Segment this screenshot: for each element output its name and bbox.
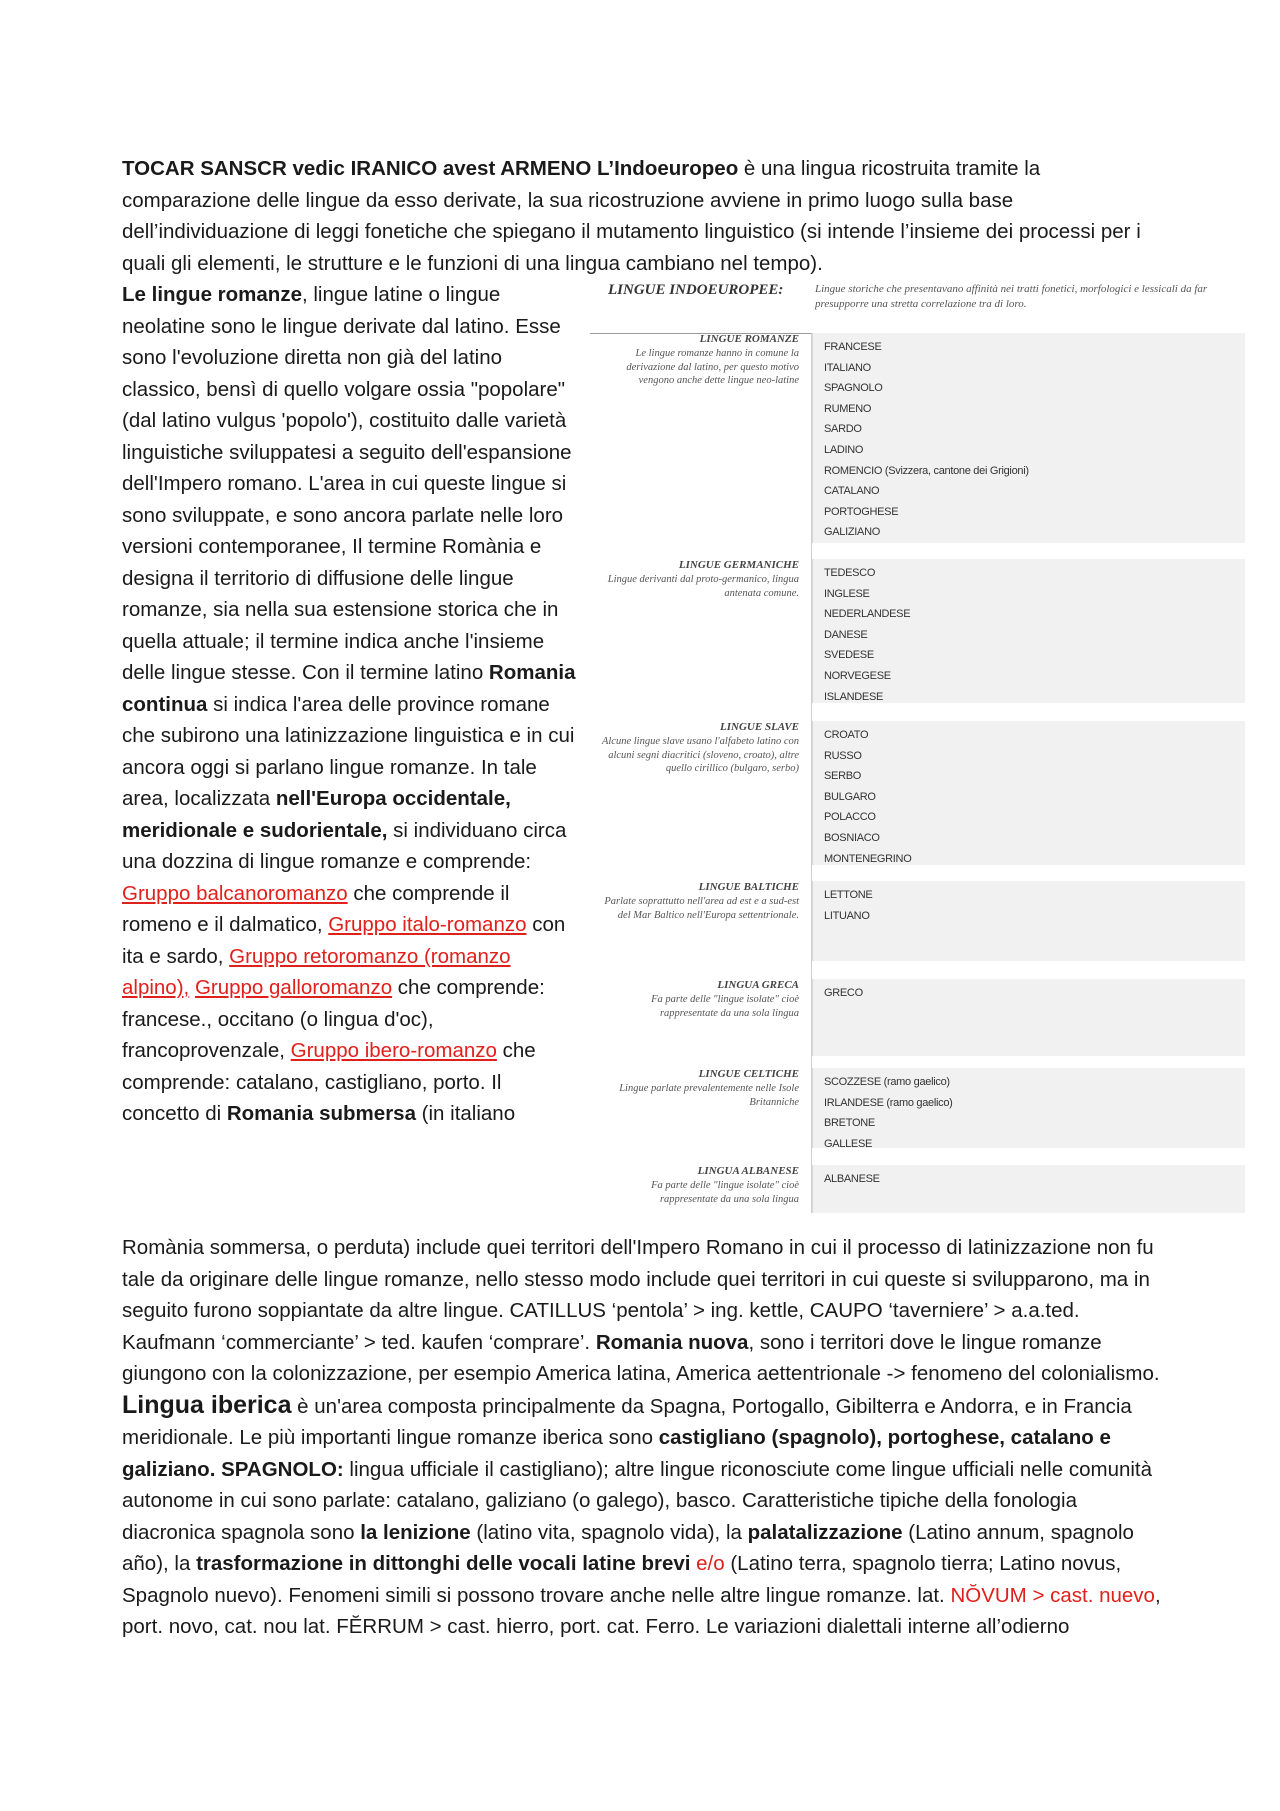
novum-example: NŎVUM > cast. nuevo: [950, 1583, 1155, 1607]
vowel-highlight: e/o: [690, 1552, 725, 1575]
language-item: SVEDESE: [824, 649, 874, 662]
table-title: LINGUE INDOEUROPEE:: [608, 282, 784, 298]
paragraph-text: con ita e sardo,: [122, 913, 566, 968]
paragraph-text: , sono i territori dove le lingue romanze giungono con la colonizzazione, per esempio America latina, America aettentrionale -> fenomeno del colonialismo.: [122, 1330, 1160, 1385]
paragraph-text: (Latino terra, spagnolo tierra; Latino novus, Spagnolo nuevo). Fenomeni simili si possono trovare anche nelle altre lingue romanze. lat.: [122, 1552, 1122, 1607]
intro-bold-lead: TOCAR SANSCR vedic IRANICO avest ARMENO L’Indoeuropeo: [122, 157, 739, 180]
language-item: TEDESCO: [824, 567, 876, 579]
group-description: Lingue parlate prevalentemente nelle Isole Britanniche: [619, 1083, 799, 1108]
language-item: FRANCESE: [824, 341, 882, 353]
palatalizzazione-term: palatalizzazione: [747, 1520, 903, 1544]
paragraph-text: è un'area composta principalmente da Spagna, Portogallo, Gibilterra e Andorra, e in Francia meridionale. Le più importanti lingue romanze iberica sono: [122, 1394, 1132, 1449]
romania-submersa-term: Romania submersa: [226, 1102, 416, 1125]
language-item: BULGARO: [824, 790, 876, 803]
language-item: LETTONE: [824, 889, 873, 901]
indo-european-languages-table: [590, 279, 1245, 1214]
group-description: Parlate soprattutto nell'area ad est e a sud-est del Mar Baltico nell'Europa settentrionale.: [604, 896, 799, 921]
paragraph-text: , port. novo, cat. nou lat. FĔRRUM > cast. hierro, port. cat. Ferro. Le variazioni dialettali interne all’odierno: [122, 1583, 1161, 1638]
bottom-paragraph: [122, 1232, 1172, 1643]
europe-region-term: nell'Europa occidentale, meridionale e sudorientale,: [122, 787, 511, 842]
group-name: LINGUE CELTICHE: [698, 1068, 799, 1080]
link-retoromanzo[interactable]: Gruppo retoromanzo (romanzo alpino),: [122, 944, 511, 999]
romania-continua-term: Romania continua: [122, 661, 576, 716]
language-item: GALLESE: [824, 1137, 873, 1150]
link-galloromanzo[interactable]: Gruppo galloromanzo: [194, 976, 393, 999]
group-description: Fa parte delle "lingue isolate" cioè rappresentate da una sola lingua: [651, 1180, 799, 1205]
language-item: ROMENCIO (Svizzera, cantone dei Grigioni): [824, 464, 1029, 477]
paragraph-text: (in italiano: [415, 1102, 516, 1125]
language-item: NEDERLANDESE: [824, 608, 911, 621]
language-item: GRECO: [824, 987, 863, 999]
language-item: ITALIANO: [824, 361, 871, 374]
language-item: BRETONE: [824, 1117, 875, 1130]
group-description: Fa parte delle "lingue isolate" cioè rappresentate da una sola lingua: [651, 994, 799, 1019]
language-item: POLACCO: [824, 811, 876, 824]
dittonghi-term: trasformazione in dittonghi delle vocali latine brevi: [196, 1552, 691, 1575]
table-description: Lingue storiche che presentavano affinità nei tratti fonetici, morfologici e lessicali da far presupporre una stretta correlazione tra di loro.: [815, 283, 1208, 310]
group-name: LINGUE SLAVE: [720, 721, 799, 733]
group-name: LINGUE GERMANICHE: [678, 559, 799, 571]
language-item: RUSSO: [824, 749, 862, 762]
paragraph-text: che comprende il romeno e il dalmatico,: [122, 881, 510, 936]
language-item: CROATO: [824, 729, 869, 741]
group-description: Le lingue romanze hanno in comune la derivazione dal latino, per questo motivo vengono anche dette lingue neo-latine: [626, 348, 799, 386]
paragraph-text: (Latino annum, spagnolo año), la: [122, 1520, 1134, 1575]
language-item: MONTENEGRINO: [824, 852, 912, 865]
romance-languages-paragraph: [122, 279, 582, 1130]
language-item: SARDO: [824, 423, 862, 436]
paragraph-text: (latino vita, spagnolo vida), la: [470, 1520, 748, 1544]
paragraph-text: che comprende: francese., occitano (o lingua d'oc), francoprovenzale,: [122, 976, 545, 1062]
language-item: BOSNIACO: [824, 831, 880, 844]
lingua-iberica-heading: Lingua iberica: [122, 1390, 292, 1419]
group-language-list: [812, 1165, 1245, 1213]
paragraph-text: lingua ufficiale il castigliano); altre lingue riconosciute come lingue ufficiali nelle comunità autonome in cui sono parlate: catalano, galiziano (o galego), basco. Caratteristiche tipiche della fonologia diacronica spagnola sono: [122, 1457, 1153, 1544]
language-item: ALBANESE: [824, 1173, 880, 1185]
iberian-languages-term: castigliano (spagnolo), portoghese, catalano e galiziano. SPAGNOLO:: [122, 1426, 1111, 1481]
paragraph-text: che comprende: catalano, castigliano, porto. Il concetto di: [122, 1039, 536, 1125]
paragraph-text: Romània sommersa, o perduta) include quei territori dell'Impero Romano in cui il processo di latinizzazione non fu tale da originare delle lingue romanze, nello stesso modo include quei territori in cui queste si svilupparono, ma in seguito furono soppiantate da altre lingue. CATILLUS ‘pentola’ > ing. kettle, CAUPO ‘taverniere’ > a.a.ted. Kaufmann ‘commerciante’ > ted. kaufen ‘comprare’.: [122, 1236, 1154, 1354]
group-language-list: [812, 881, 1245, 961]
language-item: IRLANDESE (ramo gaelico): [824, 1096, 953, 1109]
paragraph-text: si indica l'area delle province romane che subirono una latinizzazione linguistica e in cui ancora oggi si parlano lingue romanze. In tale area, localizzata: [122, 692, 575, 810]
language-item: SERBO: [824, 770, 862, 783]
group-description: Alcune lingue slave usano l'alfabeto latino con alcuni segni diacritici (sloveno, croato), altre quello cirillico (bulgaro, serbo): [601, 736, 799, 774]
language-item: DANESE: [824, 628, 868, 641]
group-name: LINGUE ROMANZE: [699, 333, 799, 345]
language-item: NORVEGESE: [824, 669, 891, 682]
paragraph-text: , lingue latine o lingue neolatine sono le lingue derivate dal latino. Esse sono l'evoluzione diretta non già del latino classico, bensì di quello volgare ossia "popolare" (dal latino vulgus 'popolo'), costituito dalle varietà linguistiche sviluppatesi a seguito dell'espansione dell'Impero romano. L'area in cui queste lingue si sono sviluppate, e sono ancora parlate nelle loro versioni contemporanee, Il termine Romània e designa il territorio di diffusione delle lingue romanze, sia nella sua estensione storica che in quella attuale; il termine indica anche l'insieme delle lingue stesse. Con il termine latino: [122, 283, 572, 684]
language-item: LADINO: [824, 443, 864, 456]
link-balcanoromanzo[interactable]: Gruppo balcanoromanzo: [122, 881, 348, 905]
romance-heading: Le lingue romanze: [122, 283, 302, 306]
language-item: SPAGNOLO: [824, 382, 883, 395]
language-item: LITUANO: [824, 909, 870, 922]
language-item: RUMENO: [824, 402, 872, 415]
romania-nuova-term: Romania nuova: [595, 1330, 749, 1354]
link-italo-romanzo[interactable]: Gruppo italo-romanzo: [328, 913, 527, 936]
intro-text: è una lingua ricostruita tramite la comparazione delle lingue da esso derivate, la sua ricostruzione avviene in primo luogo sulla base dell’individuazione di leggi fonetiche che spiegano il mutamento linguistico (si intende l’insieme dei processi per i quali gli elementi, le strutture e le funzioni di una lingua cambiano nel tempo).: [122, 157, 1141, 275]
language-item: CATALANO: [824, 485, 880, 498]
paragraph-text: si individuano circa una dozzina di lingue romanze e comprende:: [122, 818, 567, 873]
group-language-list: [812, 333, 1245, 543]
language-item: INGLESE: [824, 587, 870, 600]
group-language-list: [812, 979, 1245, 1056]
language-item: PORTOGHESE: [824, 505, 899, 518]
group-language-list: [812, 721, 1245, 865]
group-name: LINGUE BALTICHE: [698, 881, 799, 893]
group-language-list: [812, 1068, 1245, 1148]
intro-paragraph: [122, 153, 1162, 279]
language-item: ISLANDESE: [824, 690, 884, 703]
group-description: Lingue derivanti dal proto-germanico, lingua antenata comune.: [607, 574, 799, 599]
table-header: [590, 279, 1245, 334]
language-item: SCOZZESE (ramo gaelico): [824, 1076, 950, 1088]
language-item: GALIZIANO: [824, 526, 880, 539]
link-ibero-romanzo[interactable]: Gruppo ibero-romanzo: [290, 1039, 497, 1062]
group-name: LINGUA ALBANESE: [697, 1165, 799, 1177]
group-name: LINGUA GRECA: [717, 979, 799, 991]
group-language-list: [812, 559, 1245, 703]
lenizione-term: la lenizione: [360, 1520, 471, 1544]
